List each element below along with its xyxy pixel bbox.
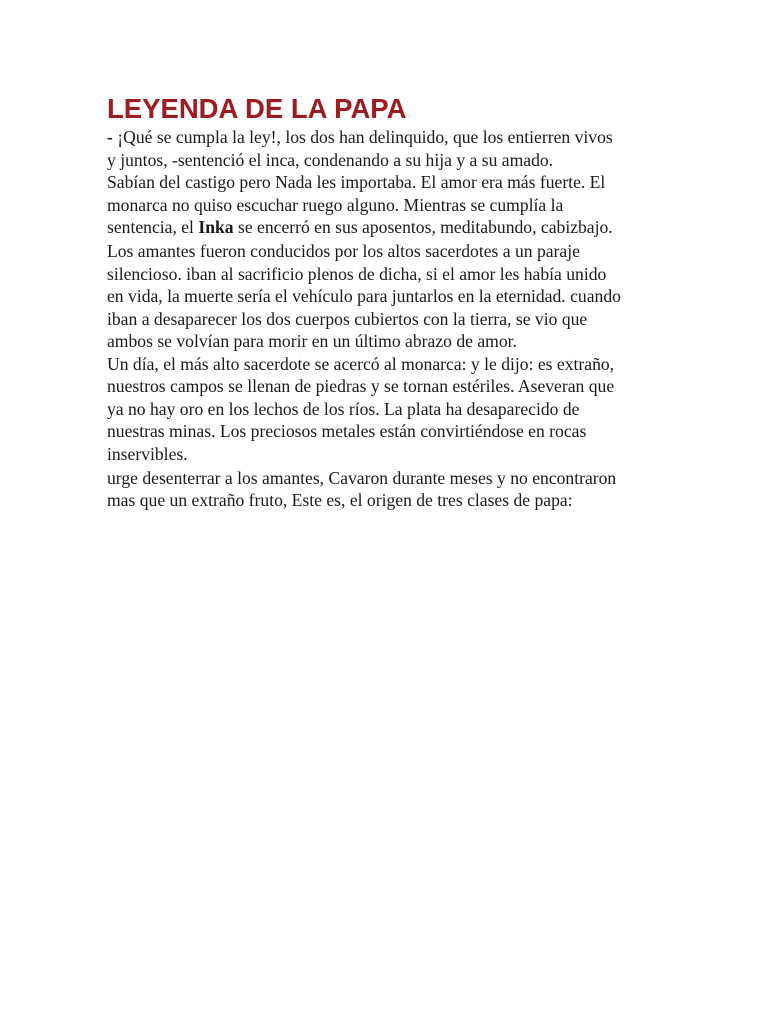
text-line: silencioso. iban al sacrificio plenos de dicha, si el amor les había unido [107, 263, 607, 284]
text-line: monarca no quiso escuchar ruego alguno. Mientras se cumplía la [107, 194, 564, 215]
paragraph-punishment [107, 171, 667, 239]
text-line: en vida, la muerte sería el vehículo para juntarlos en la eternidad. cuando [107, 286, 621, 306]
text-line: inservibles. [107, 443, 188, 464]
text-line: mas que un extraño fruto, Este es, el origen de tres clases de papa: [107, 490, 573, 510]
paragraph-lovers [107, 240, 667, 353]
paragraph-origin [107, 467, 667, 512]
document-title: LEYENDA DE LA PAPA [107, 93, 407, 124]
dash-prefix: - [107, 127, 118, 147]
text-line: nuestros campos se llenan de piedras y se tornan estériles. Aseveran que [107, 376, 615, 396]
line-text: sentencia, el [107, 217, 199, 237]
line-text: ¡Qué se cumpla la ley!, los dos han delinquido, que los entierren vivos [117, 127, 613, 147]
paragraph-priest [107, 353, 667, 466]
document-content [107, 92, 667, 512]
text-line: Los amantes fueron conducidos por los altos sacerdotes a un paraje [107, 241, 580, 261]
inka-bold-text: Inka [198, 217, 234, 237]
text-line: y juntos, -sentenció el inca, condenando a su hija y a su amado. [107, 149, 554, 170]
text-line: nuestras minas. Los preciosos metales están convirtiéndose en rocas [107, 421, 587, 441]
text-line [107, 216, 667, 239]
text-line [107, 126, 667, 149]
text-line: Sabían del castigo pero Nada les importaba. El amor era más fuerte. El [107, 172, 606, 192]
text-line: Un día, el más alto sacerdote se acercó al monarca: y le dijo: es extraño, [107, 353, 615, 374]
text-line: iban a desaparecer los dos cuerpos cubiertos con la tierra, se vio que [107, 308, 588, 329]
text-line: ambos se volvían para morir en un último abrazo de amor. [107, 331, 517, 351]
line-text: se encerró en sus aposentos, meditabundo, cabizbajo. [233, 217, 613, 237]
text-line: ya no hay oro en los lechos de los ríos. La plata ha desaparecido de [107, 398, 580, 419]
paragraph-sentence [107, 126, 667, 171]
text-line: urge desenterrar a los amantes, Cavaron durante meses y no encontraron [107, 467, 617, 488]
